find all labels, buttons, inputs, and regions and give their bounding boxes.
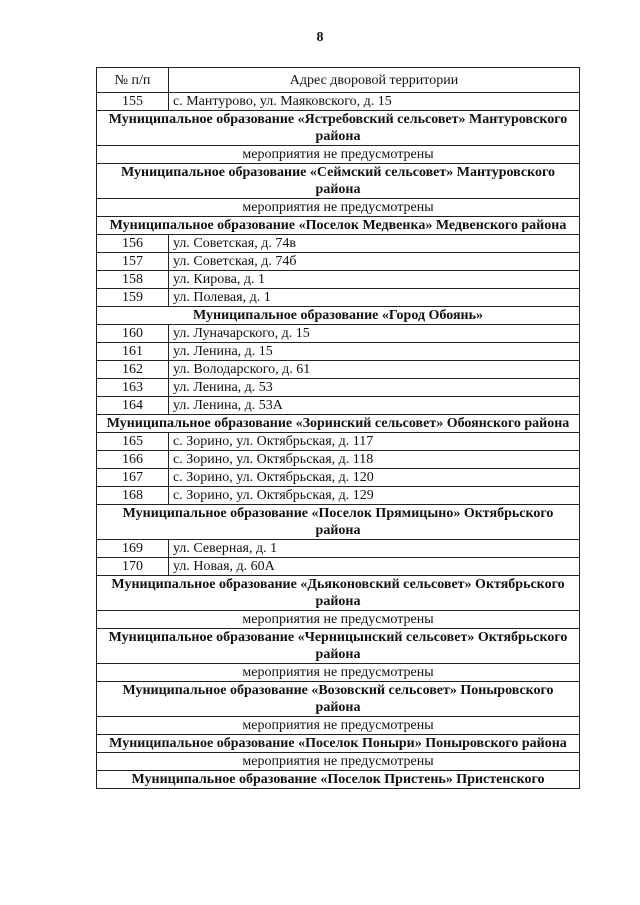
row-number: 169 bbox=[97, 540, 169, 558]
note-row bbox=[97, 611, 580, 629]
row-address: ул. Кирова, д. 1 bbox=[169, 271, 580, 289]
row-address: ул. Володарского, д. 61 bbox=[169, 361, 580, 379]
table-row bbox=[97, 558, 580, 576]
row-address: ул. Полевая, д. 1 bbox=[169, 289, 580, 307]
no-activities-note: мероприятия не предусмотрены bbox=[97, 199, 580, 217]
table-row bbox=[97, 343, 580, 361]
table-row bbox=[97, 469, 580, 487]
row-number: 162 bbox=[97, 361, 169, 379]
section-row bbox=[97, 415, 580, 433]
table-header-row bbox=[97, 68, 580, 93]
note-row bbox=[97, 199, 580, 217]
row-address: ул. Ленина, д. 53 bbox=[169, 379, 580, 397]
table-row bbox=[97, 93, 580, 111]
section-title: Муниципальное образование «Зоринский сельсовет» Обоянского района bbox=[97, 415, 580, 433]
table-row bbox=[97, 397, 580, 415]
section-row bbox=[97, 505, 580, 540]
header-address: Адрес дворовой территории bbox=[169, 68, 580, 93]
section-title: Муниципальное образование «Сеймский сельсовет» Мантуровского района bbox=[97, 164, 580, 199]
page-number: 8 bbox=[316, 30, 324, 45]
no-activities-note: мероприятия не предусмотрены bbox=[97, 146, 580, 164]
row-number: 156 bbox=[97, 235, 169, 253]
row-address: ул. Луначарского, д. 15 bbox=[169, 325, 580, 343]
row-number: 170 bbox=[97, 558, 169, 576]
row-number: 166 bbox=[97, 451, 169, 469]
section-row bbox=[97, 217, 580, 235]
section-row bbox=[97, 307, 580, 325]
table-row bbox=[97, 379, 580, 397]
note-row bbox=[97, 717, 580, 735]
row-number: 158 bbox=[97, 271, 169, 289]
section-row bbox=[97, 735, 580, 753]
row-address: ул. Советская, д. 74б bbox=[169, 253, 580, 271]
section-row bbox=[97, 629, 580, 664]
section-row bbox=[97, 682, 580, 717]
header-num: № п/п bbox=[97, 68, 169, 93]
note-row bbox=[97, 664, 580, 682]
table-row bbox=[97, 325, 580, 343]
table-row bbox=[97, 487, 580, 505]
section-title: Муниципальное образование «Поселок Медвенка» Медвенского района bbox=[97, 217, 580, 235]
section-title: Муниципальное образование «Город Обоянь» bbox=[97, 307, 580, 325]
row-address: с. Зорино, ул. Октябрьская, д. 117 bbox=[169, 433, 580, 451]
row-number: 159 bbox=[97, 289, 169, 307]
table-row bbox=[97, 540, 580, 558]
no-activities-note: мероприятия не предусмотрены bbox=[97, 753, 580, 771]
row-number: 161 bbox=[97, 343, 169, 361]
row-number: 160 bbox=[97, 325, 169, 343]
table-row bbox=[97, 253, 580, 271]
row-address: с. Мантурово, ул. Маяковского, д. 15 bbox=[169, 93, 580, 111]
table-row bbox=[97, 271, 580, 289]
section-row bbox=[97, 771, 580, 789]
row-address: ул. Советская, д. 74в bbox=[169, 235, 580, 253]
row-number: 165 bbox=[97, 433, 169, 451]
section-row bbox=[97, 576, 580, 611]
table-row bbox=[97, 235, 580, 253]
note-row bbox=[97, 753, 580, 771]
row-number: 155 bbox=[97, 93, 169, 111]
table-row bbox=[97, 289, 580, 307]
table-row bbox=[97, 433, 580, 451]
row-number: 157 bbox=[97, 253, 169, 271]
note-row bbox=[97, 146, 580, 164]
no-activities-note: мероприятия не предусмотрены bbox=[97, 717, 580, 735]
table-row bbox=[97, 361, 580, 379]
row-number: 164 bbox=[97, 397, 169, 415]
row-address: ул. Северная, д. 1 bbox=[169, 540, 580, 558]
no-activities-note: мероприятия не предусмотрены bbox=[97, 611, 580, 629]
section-title: Муниципальное образование «Поселок Прямицыно» Октябрьского района bbox=[97, 505, 580, 540]
row-number: 163 bbox=[97, 379, 169, 397]
section-row bbox=[97, 111, 580, 146]
no-activities-note: мероприятия не предусмотрены bbox=[97, 664, 580, 682]
row-address: ул. Ленина, д. 15 bbox=[169, 343, 580, 361]
section-title: Муниципальное образование «Поселок Пристень» Пристенского bbox=[97, 771, 580, 789]
section-title: Муниципальное образование «Черницынский сельсовет» Октябрьского района bbox=[97, 629, 580, 664]
row-number: 168 bbox=[97, 487, 169, 505]
row-address: ул. Новая, д. 60А bbox=[169, 558, 580, 576]
row-address: с. Зорино, ул. Октябрьская, д. 120 bbox=[169, 469, 580, 487]
row-number: 167 bbox=[97, 469, 169, 487]
row-address: с. Зорино, ул. Октябрьская, д. 129 bbox=[169, 487, 580, 505]
table-row bbox=[97, 451, 580, 469]
section-title: Муниципальное образование «Возовский сельсовет» Поныровского района bbox=[97, 682, 580, 717]
section-title: Муниципальное образование «Дьяконовский сельсовет» Октябрьского района bbox=[97, 576, 580, 611]
section-title: Муниципальное образование «Поселок Поныри» Поныровского района bbox=[97, 735, 580, 753]
table-body bbox=[97, 93, 580, 789]
section-title: Муниципальное образование «Ястребовский сельсовет» Мантуровского района bbox=[97, 111, 580, 146]
address-table bbox=[96, 67, 580, 789]
row-address: с. Зорино, ул. Октябрьская, д. 118 bbox=[169, 451, 580, 469]
row-address: ул. Ленина, д. 53А bbox=[169, 397, 580, 415]
section-row bbox=[97, 164, 580, 199]
